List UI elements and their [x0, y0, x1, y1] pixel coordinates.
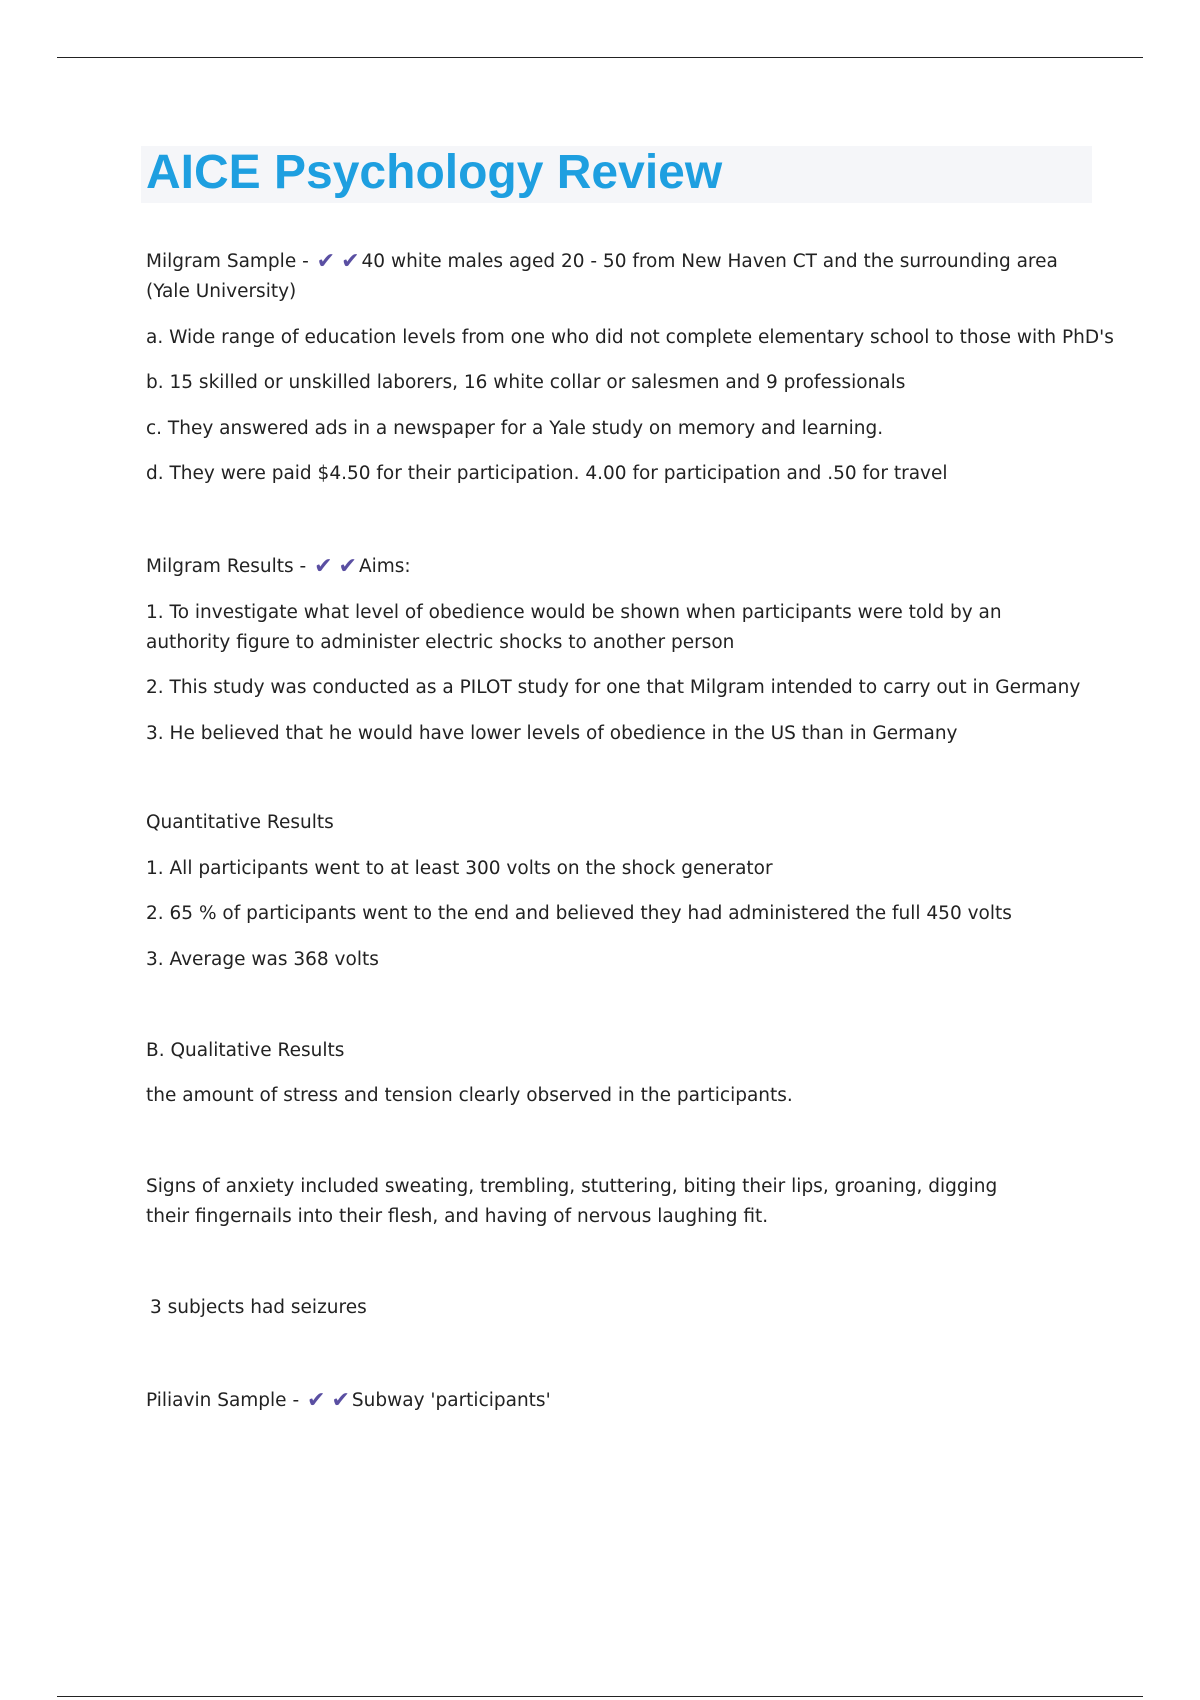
check-icon: ✔: [314, 554, 333, 579]
quantitative-item-2: 2. 65 % of participants went to the end and believed they had administered the full 450 volts: [146, 903, 1012, 924]
check-icon: ✔: [307, 1388, 326, 1413]
milgram-aim-2: 2. This study was conducted as a PILOT study for one that Milgram intended to carry out in Germany: [146, 677, 1081, 698]
milgram-aim-3: 3. He believed that he would have lower levels of obedience in the US than in Germany: [146, 723, 958, 744]
milgram-sample-answer: 40 white males aged 20 - 50 from New Haven CT and the surrounding area (Yale University): [146, 251, 1058, 302]
quantitative-heading: Quantitative Results: [146, 812, 334, 833]
milgram-results-label: Milgram Results -: [146, 556, 307, 577]
qualitative-signs: Signs of anxiety included sweating, trembling, stuttering, biting their lips, groaning, digging their fingernails into their flesh, and having of nervous laughing fit.: [146, 1176, 998, 1227]
qualitative-heading: B. Qualitative Results: [146, 1040, 345, 1061]
top-rule: [57, 57, 1143, 58]
qualitative-intro: the amount of stress and tension clearly observed in the participants.: [146, 1085, 793, 1106]
piliavin-sample-entry: [146, 1386, 1096, 1416]
check-icon: ✔: [341, 249, 360, 274]
milgram-results-entry: [146, 552, 1096, 582]
quantitative-item-1: 1. All participants went to at least 300 volts on the shock generator: [146, 858, 773, 879]
milgram-sample-item-c: c. They answered ads in a newspaper for a Yale study on memory and learning.: [146, 418, 884, 439]
milgram-sample-label: Milgram Sample -: [146, 251, 309, 272]
page-title: AICE Psychology Review: [146, 146, 723, 199]
milgram-sample-entry: [146, 247, 1096, 307]
piliavin-sample-answer: Subway 'participants': [351, 1390, 551, 1411]
seizures-note: 3 subjects had seizures: [150, 1297, 367, 1318]
check-icon: ✔: [331, 1388, 350, 1413]
milgram-sample-item-d: d. They were paid $4.50 for their participation. 4.00 for participation and .50 for travel: [146, 463, 948, 484]
piliavin-sample-label: Piliavin Sample -: [146, 1390, 300, 1411]
milgram-aim-1: 1. To investigate what level of obedience would be shown when participants were told by an authority figure to administer electric shocks to another person: [146, 602, 1002, 653]
check-icon: ✔: [316, 249, 336, 274]
milgram-results-answer: Aims:: [358, 556, 411, 577]
check-icon: ✔: [338, 554, 357, 579]
bottom-rule: [57, 1696, 1143, 1697]
milgram-sample-item-b: b. 15 skilled or unskilled laborers, 16 white collar or salesmen and 9 professionals: [146, 372, 906, 393]
milgram-sample-item-a: a. Wide range of education levels from one who did not complete elementary school to those with PhD's: [146, 327, 1114, 348]
quantitative-item-3: 3. Average was 368 volts: [146, 949, 379, 970]
